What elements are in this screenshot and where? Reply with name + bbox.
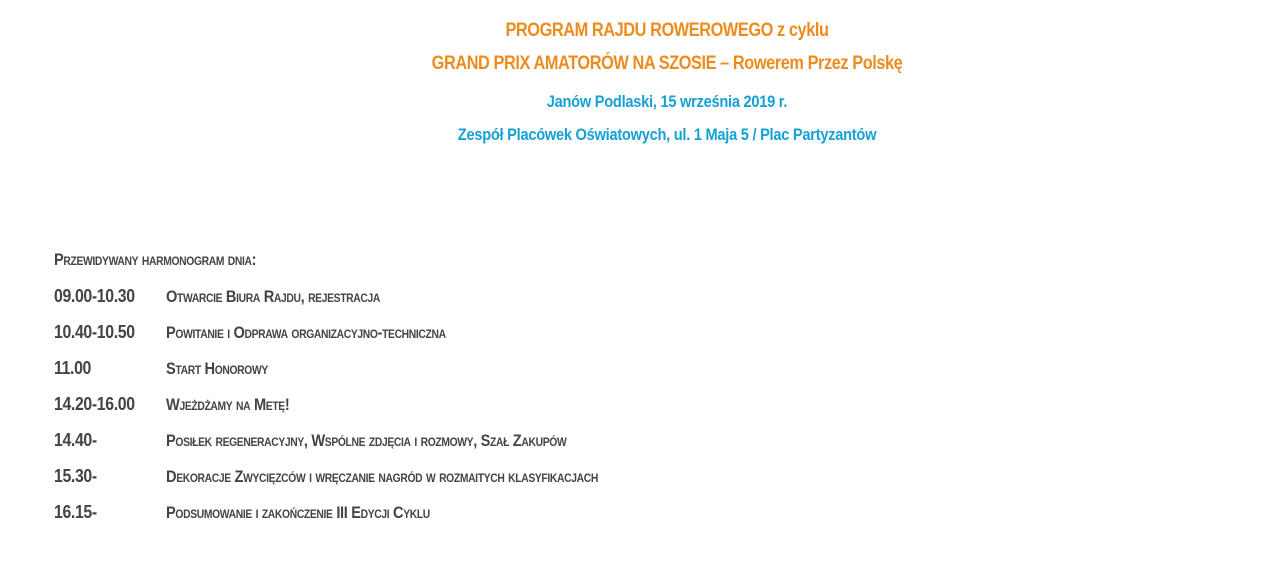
program-title: PROGRAM RAJDU ROWEROWEGO z cyklu	[505, 20, 829, 41]
schedule-row	[54, 461, 668, 497]
schedule-row	[54, 389, 668, 425]
schedule-description: Podsumowanie i zakończenie III Edycji Cyklu	[166, 503, 430, 522]
schedule-description: Otwarcie Biura Rajdu, rejestracja	[166, 287, 380, 306]
schedule-section	[54, 245, 668, 533]
event-info	[0, 85, 1280, 151]
document-header	[0, 14, 1280, 151]
location-date: Janów Podlaski, 15 września 2019 r.	[546, 92, 788, 111]
schedule-time: 14.20-16.00	[54, 394, 135, 414]
schedule-time: 15.30-	[54, 466, 97, 486]
schedule-row	[54, 353, 668, 389]
schedule-description: Wjeżdżamy na Metę!	[166, 395, 290, 414]
schedule-row	[54, 425, 668, 461]
schedule-row	[54, 317, 668, 353]
schedule-time: 11.00	[54, 358, 92, 378]
schedule-heading: Przewidywany harmonogram dnia:	[54, 250, 257, 269]
schedule-time: 14.40-	[54, 430, 97, 450]
schedule-row	[54, 497, 668, 533]
schedule-description: Dekoracje Zwycięzców i wręczanie nagród w rozmaitych klasyfikacjach	[166, 467, 598, 486]
venue-address: Zespół Placówek Oświatowych, ul. 1 Maja 5 / Plac Partyzantów	[457, 125, 877, 144]
schedule-description: Posiłek regeneracyjny, Wspólne zdjęcia i rozmowy, Szał Zakupów	[166, 431, 567, 450]
schedule-description: Powitanie i Odprawa organizacyjno-techniczna	[166, 323, 446, 342]
schedule-time: 16.15-	[54, 502, 97, 522]
series-title: GRAND PRIX AMATORÓW NA SZOSIE – Rowerem Przez Polskę	[431, 53, 903, 74]
schedule-description: Start Honorowy	[166, 359, 268, 378]
schedule-row	[54, 281, 668, 317]
schedule-time: 10.40-10.50	[54, 322, 135, 342]
schedule-time: 09.00-10.30	[54, 286, 135, 306]
